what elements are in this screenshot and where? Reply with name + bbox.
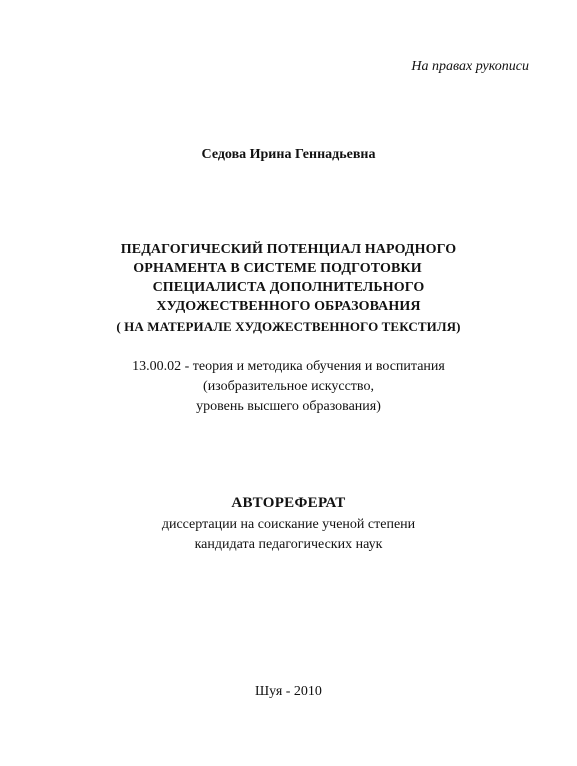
author-name: Седова Ирина Геннадьевна <box>201 147 376 162</box>
specialty-detail: (изобразительное искусство, <box>203 379 374 394</box>
abstract-line: кандидата педагогических наук <box>194 537 383 552</box>
specialty-detail: уровень высшего образования) <box>196 399 381 414</box>
title-line: ПЕДАГОГИЧЕСКИЙ ПОТЕНЦИАЛ НАРОДНОГО <box>120 242 457 257</box>
abstract-line: диссертации на соискание ученой степени <box>161 517 416 532</box>
rights-note: На правах рукописи <box>411 59 529 74</box>
title-subtitle: ( НА МАТЕРИАЛЕ ХУДОЖЕСТВЕННОГО ТЕКСТИЛЯ) <box>116 319 461 334</box>
title-line: СПЕЦИАЛИСТА ДОПОЛНИТЕЛЬНОГО <box>152 280 425 295</box>
place-year: Шуя - 2010 <box>255 684 322 699</box>
abstract-heading: АВТОРЕФЕРАТ <box>231 495 346 511</box>
title-line: ХУДОЖЕСТВЕННОГО ОБРАЗОВАНИЯ <box>156 299 421 314</box>
title-line: ОРНАМЕНТА В СИСТЕМЕ ПОДГОТОВКИ <box>133 261 422 276</box>
specialty-code: 13.00.02 - теория и методика обучения и воспитания <box>132 359 445 374</box>
